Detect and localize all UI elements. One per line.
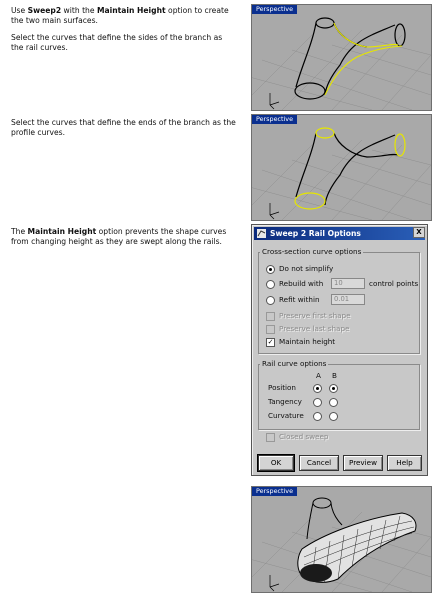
help-button[interactable]: Help bbox=[387, 455, 422, 471]
rail-curve-label: Rail curve options bbox=[262, 359, 327, 368]
viewport-drawing bbox=[252, 5, 431, 110]
text: option to create the two main surfaces. bbox=[11, 6, 229, 25]
viewport-tab[interactable]: Perspective bbox=[252, 5, 297, 14]
cancel-button[interactable]: Cancel bbox=[299, 455, 339, 471]
text: option prevents the shape curves from changing height as they are swept along the rails. bbox=[11, 227, 227, 246]
do-not-simplify-radio[interactable] bbox=[266, 265, 275, 274]
position-b-radio[interactable] bbox=[329, 384, 338, 393]
cross-section-label: Cross-section curve options bbox=[262, 247, 362, 256]
viewport-tab[interactable]: Perspective bbox=[252, 115, 297, 124]
dialog-title: Sweep 2 Rail Options bbox=[270, 229, 361, 238]
instruction-block-1 bbox=[11, 6, 236, 60]
tangency-b-radio[interactable] bbox=[329, 398, 338, 407]
text: with the bbox=[61, 6, 97, 15]
refit-tolerance-input[interactable]: 0.01 bbox=[331, 294, 365, 305]
option-name: Maintain Height bbox=[27, 227, 97, 236]
viewport-drawing bbox=[252, 487, 431, 592]
preview-button[interactable]: Preview bbox=[343, 455, 383, 471]
close-icon[interactable]: X bbox=[413, 227, 425, 238]
preserve-last-shape-checkbox[interactable] bbox=[266, 325, 275, 334]
rebuild-points-input[interactable]: 10 bbox=[331, 278, 365, 289]
perspective-viewport-1[interactable] bbox=[251, 4, 432, 111]
option-name: Maintain Height bbox=[96, 6, 166, 15]
viewport-drawing bbox=[252, 115, 431, 220]
preserve-last-shape-label: Preserve last shape bbox=[279, 324, 350, 333]
column-a-label: A bbox=[316, 371, 321, 380]
instruction-paragraph bbox=[11, 6, 236, 26]
do-not-simplify-label[interactable]: Do not simplify bbox=[279, 264, 334, 273]
viewport-tab[interactable]: Perspective bbox=[252, 487, 297, 496]
instruction-block-2 bbox=[11, 118, 236, 145]
preserve-first-shape-label: Preserve first shape bbox=[279, 311, 351, 320]
curvature-b-radio[interactable] bbox=[329, 412, 338, 421]
ok-button[interactable]: OK bbox=[258, 455, 294, 471]
preserve-first-shape-checkbox[interactable] bbox=[266, 312, 275, 321]
perspective-viewport-3[interactable] bbox=[251, 486, 432, 593]
perspective-viewport-2[interactable] bbox=[251, 114, 432, 221]
control-points-label: control points bbox=[369, 279, 419, 288]
maintain-height-label[interactable]: Maintain height bbox=[279, 337, 336, 346]
refit-within-label[interactable]: Refit within bbox=[279, 295, 320, 304]
sweep2-rail-options-dialog bbox=[251, 224, 428, 476]
dialog-titlebar[interactable] bbox=[254, 227, 425, 240]
column-b-label: B bbox=[332, 371, 337, 380]
closed-sweep-label: Closed sweep bbox=[279, 432, 329, 441]
position-label: Position bbox=[268, 383, 296, 392]
text: The bbox=[11, 227, 28, 236]
refit-within-radio[interactable] bbox=[266, 296, 275, 305]
instruction-block-3 bbox=[11, 227, 236, 254]
instruction-paragraph: Select the curves that define the sides of the branch as the rail curves. bbox=[11, 33, 223, 52]
closed-sweep-checkbox[interactable] bbox=[266, 433, 275, 442]
rebuild-with-radio[interactable] bbox=[266, 280, 275, 289]
curvature-label: Curvature bbox=[268, 411, 304, 420]
text: Use bbox=[11, 6, 28, 15]
tangency-a-radio[interactable] bbox=[313, 398, 322, 407]
instruction-paragraph: Select the curves that define the ends of the branch as the profile curves. bbox=[11, 118, 236, 137]
position-a-radio[interactable] bbox=[313, 384, 322, 393]
rebuild-with-label[interactable]: Rebuild with bbox=[279, 279, 324, 288]
tangency-label: Tangency bbox=[268, 397, 302, 406]
maintain-height-checkbox[interactable]: ✓ bbox=[267, 338, 274, 346]
instruction-paragraph bbox=[11, 227, 236, 247]
rhino-app-icon bbox=[257, 229, 266, 238]
curvature-a-radio[interactable] bbox=[313, 412, 322, 421]
command-name: Sweep2 bbox=[27, 6, 62, 15]
